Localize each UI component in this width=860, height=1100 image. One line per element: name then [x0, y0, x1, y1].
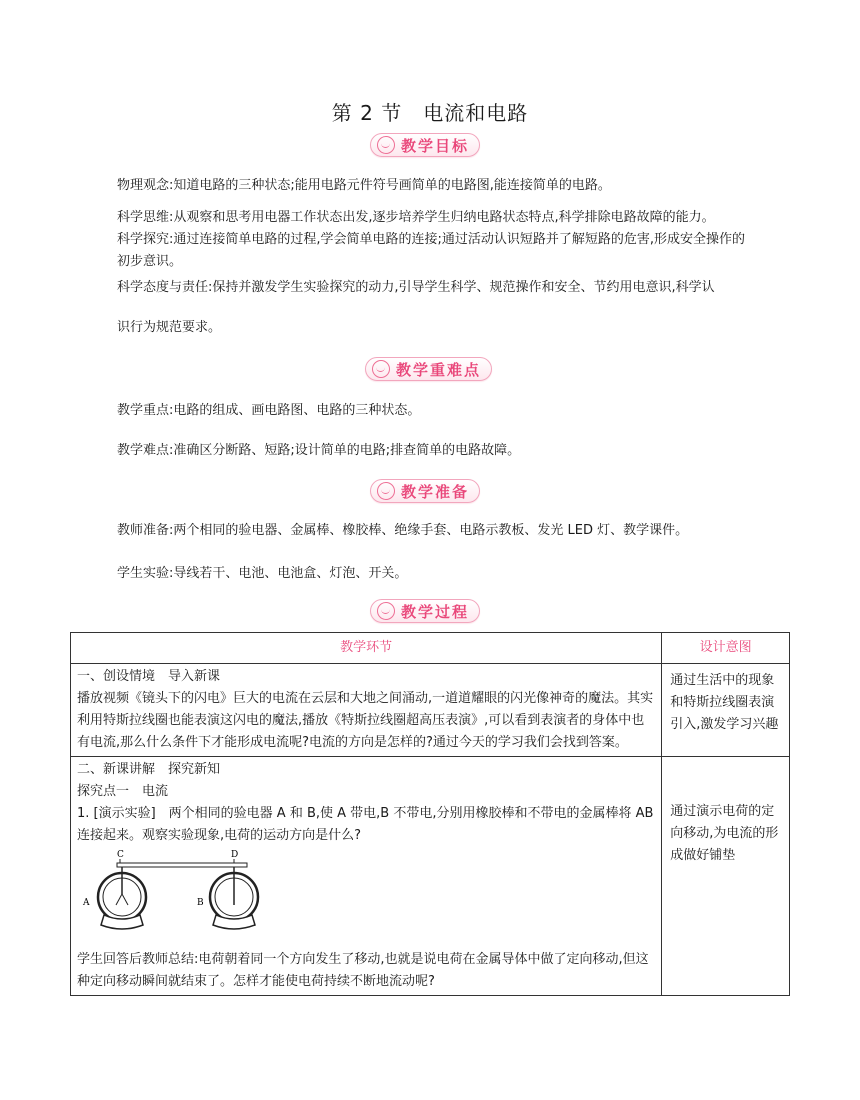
- lesson-process-table: [70, 632, 790, 996]
- table-row: [71, 757, 790, 996]
- lotus-icon: [377, 482, 395, 500]
- electroscope-diagram: [77, 849, 277, 939]
- teacher-summary: 学生回答后教师总结:电荷朝着同一个方向发生了移动,也就是说电荷在金属导体中做了定向移动,但这种定向移动瞬间就结束了。怎样才能使电荷持续不断地流动呢?: [77, 952, 649, 989]
- electroscope-b: [210, 867, 258, 929]
- figure-label-b: B: [197, 898, 204, 908]
- header-design-intent: 设计意图: [662, 633, 790, 664]
- step-subheading: 探究点一 电流: [77, 784, 169, 799]
- intent-cell: 通过生活中的现象和特斯拉线圈表演引入,激发学习兴趣: [662, 664, 790, 757]
- demo-experiment-text: 1. [演示实验] 两个相同的验电器 A 和 B,使 A 带电,B 不带电,分别用橡胶棒和不带电的金属棒将 AB 连接起来。观察实验现象,电荷的运动方向是什么?: [77, 806, 654, 843]
- section-badge-prep: [370, 479, 480, 503]
- section-title-goals: 教学目标: [401, 136, 470, 155]
- goal-attitude-cont: 识行为规范要求。: [117, 320, 222, 335]
- key-point: 教学重点:电路的组成、画电路图、电路的三种状态。: [117, 403, 421, 418]
- section-title-prep: 教学准备: [401, 482, 470, 501]
- electroscope-figure: [77, 849, 655, 947]
- figure-label-c: C: [117, 850, 124, 860]
- page-title: 第 2 节 电流和电路: [331, 101, 529, 125]
- step-cell: [71, 757, 662, 996]
- table-header-row: [71, 633, 790, 664]
- goal-scientific-thinking: 科学思维:从观察和思考用电器工作状态出发,逐步培养学生归纳电路状态特点,科学排除电路故障的能力。: [117, 210, 715, 225]
- student-prep: 学生实验:导线若干、电池、电池盒、灯泡、开关。: [117, 566, 408, 581]
- difficult-point: 教学难点:准确区分断路、短路;设计简单的电路;排查简单的电路故障。: [117, 443, 521, 458]
- table-row: [71, 664, 790, 757]
- header-teaching-step: 教学环节: [71, 633, 662, 664]
- section-badge-process: [370, 599, 480, 623]
- step-heading: 二、新课讲解 探究新知: [77, 762, 221, 777]
- figure-label-d: D: [231, 850, 239, 860]
- teacher-prep: 教师准备:两个相同的验电器、金属棒、橡胶棒、绝缘手套、电路示教板、发光 LED 灯、教学课件。: [117, 523, 689, 538]
- electroscope-a: [98, 867, 146, 929]
- lotus-icon: [377, 136, 395, 154]
- goal-attitude: 科学态度与责任:保持并激发学生实验探究的动力,引导学生科学、规范操作和安全、节约用电意识,科学认: [117, 280, 715, 295]
- section-title-keypoints: 教学重难点: [396, 360, 482, 379]
- lotus-icon: [372, 360, 390, 378]
- section-badge-goals: [370, 133, 480, 157]
- step-body: 播放视频《镜头下的闪电》巨大的电流在云层和大地之间涌动,一道道耀眼的闪光像神奇的魔法。其实利用特斯拉线圈也能表演这闪电的魔法,播放《特斯拉线圈超高压表演》,可以看到表演者的身体中也有电流,那么什么条件下才能形成电流呢?电流的方向是怎样的?通过今天的学习我们会找到答案。: [77, 691, 654, 750]
- section-badge-keypoints: [365, 357, 492, 381]
- connecting-rod: [117, 863, 247, 867]
- step-heading: 一、创设情境 导入新课: [77, 669, 221, 684]
- step-cell: [71, 664, 662, 757]
- goal-scientific-inquiry: 科学探究:通过连接简单电路的过程,学会简单电路的连接;通过活动认识短路并了解短路的危害,形成安全操作的初步意识。: [117, 232, 746, 269]
- lotus-icon: [377, 602, 395, 620]
- goal-physics-concept: 物理观念:知道电路的三种状态;能用电路元件符号画简单的电路图,能连接简单的电路。: [117, 178, 611, 193]
- intent-cell: 通过演示电荷的定向移动,为电流的形成做好铺垫: [662, 757, 790, 996]
- figure-label-a: A: [83, 898, 90, 908]
- section-title-process: 教学过程: [401, 602, 470, 621]
